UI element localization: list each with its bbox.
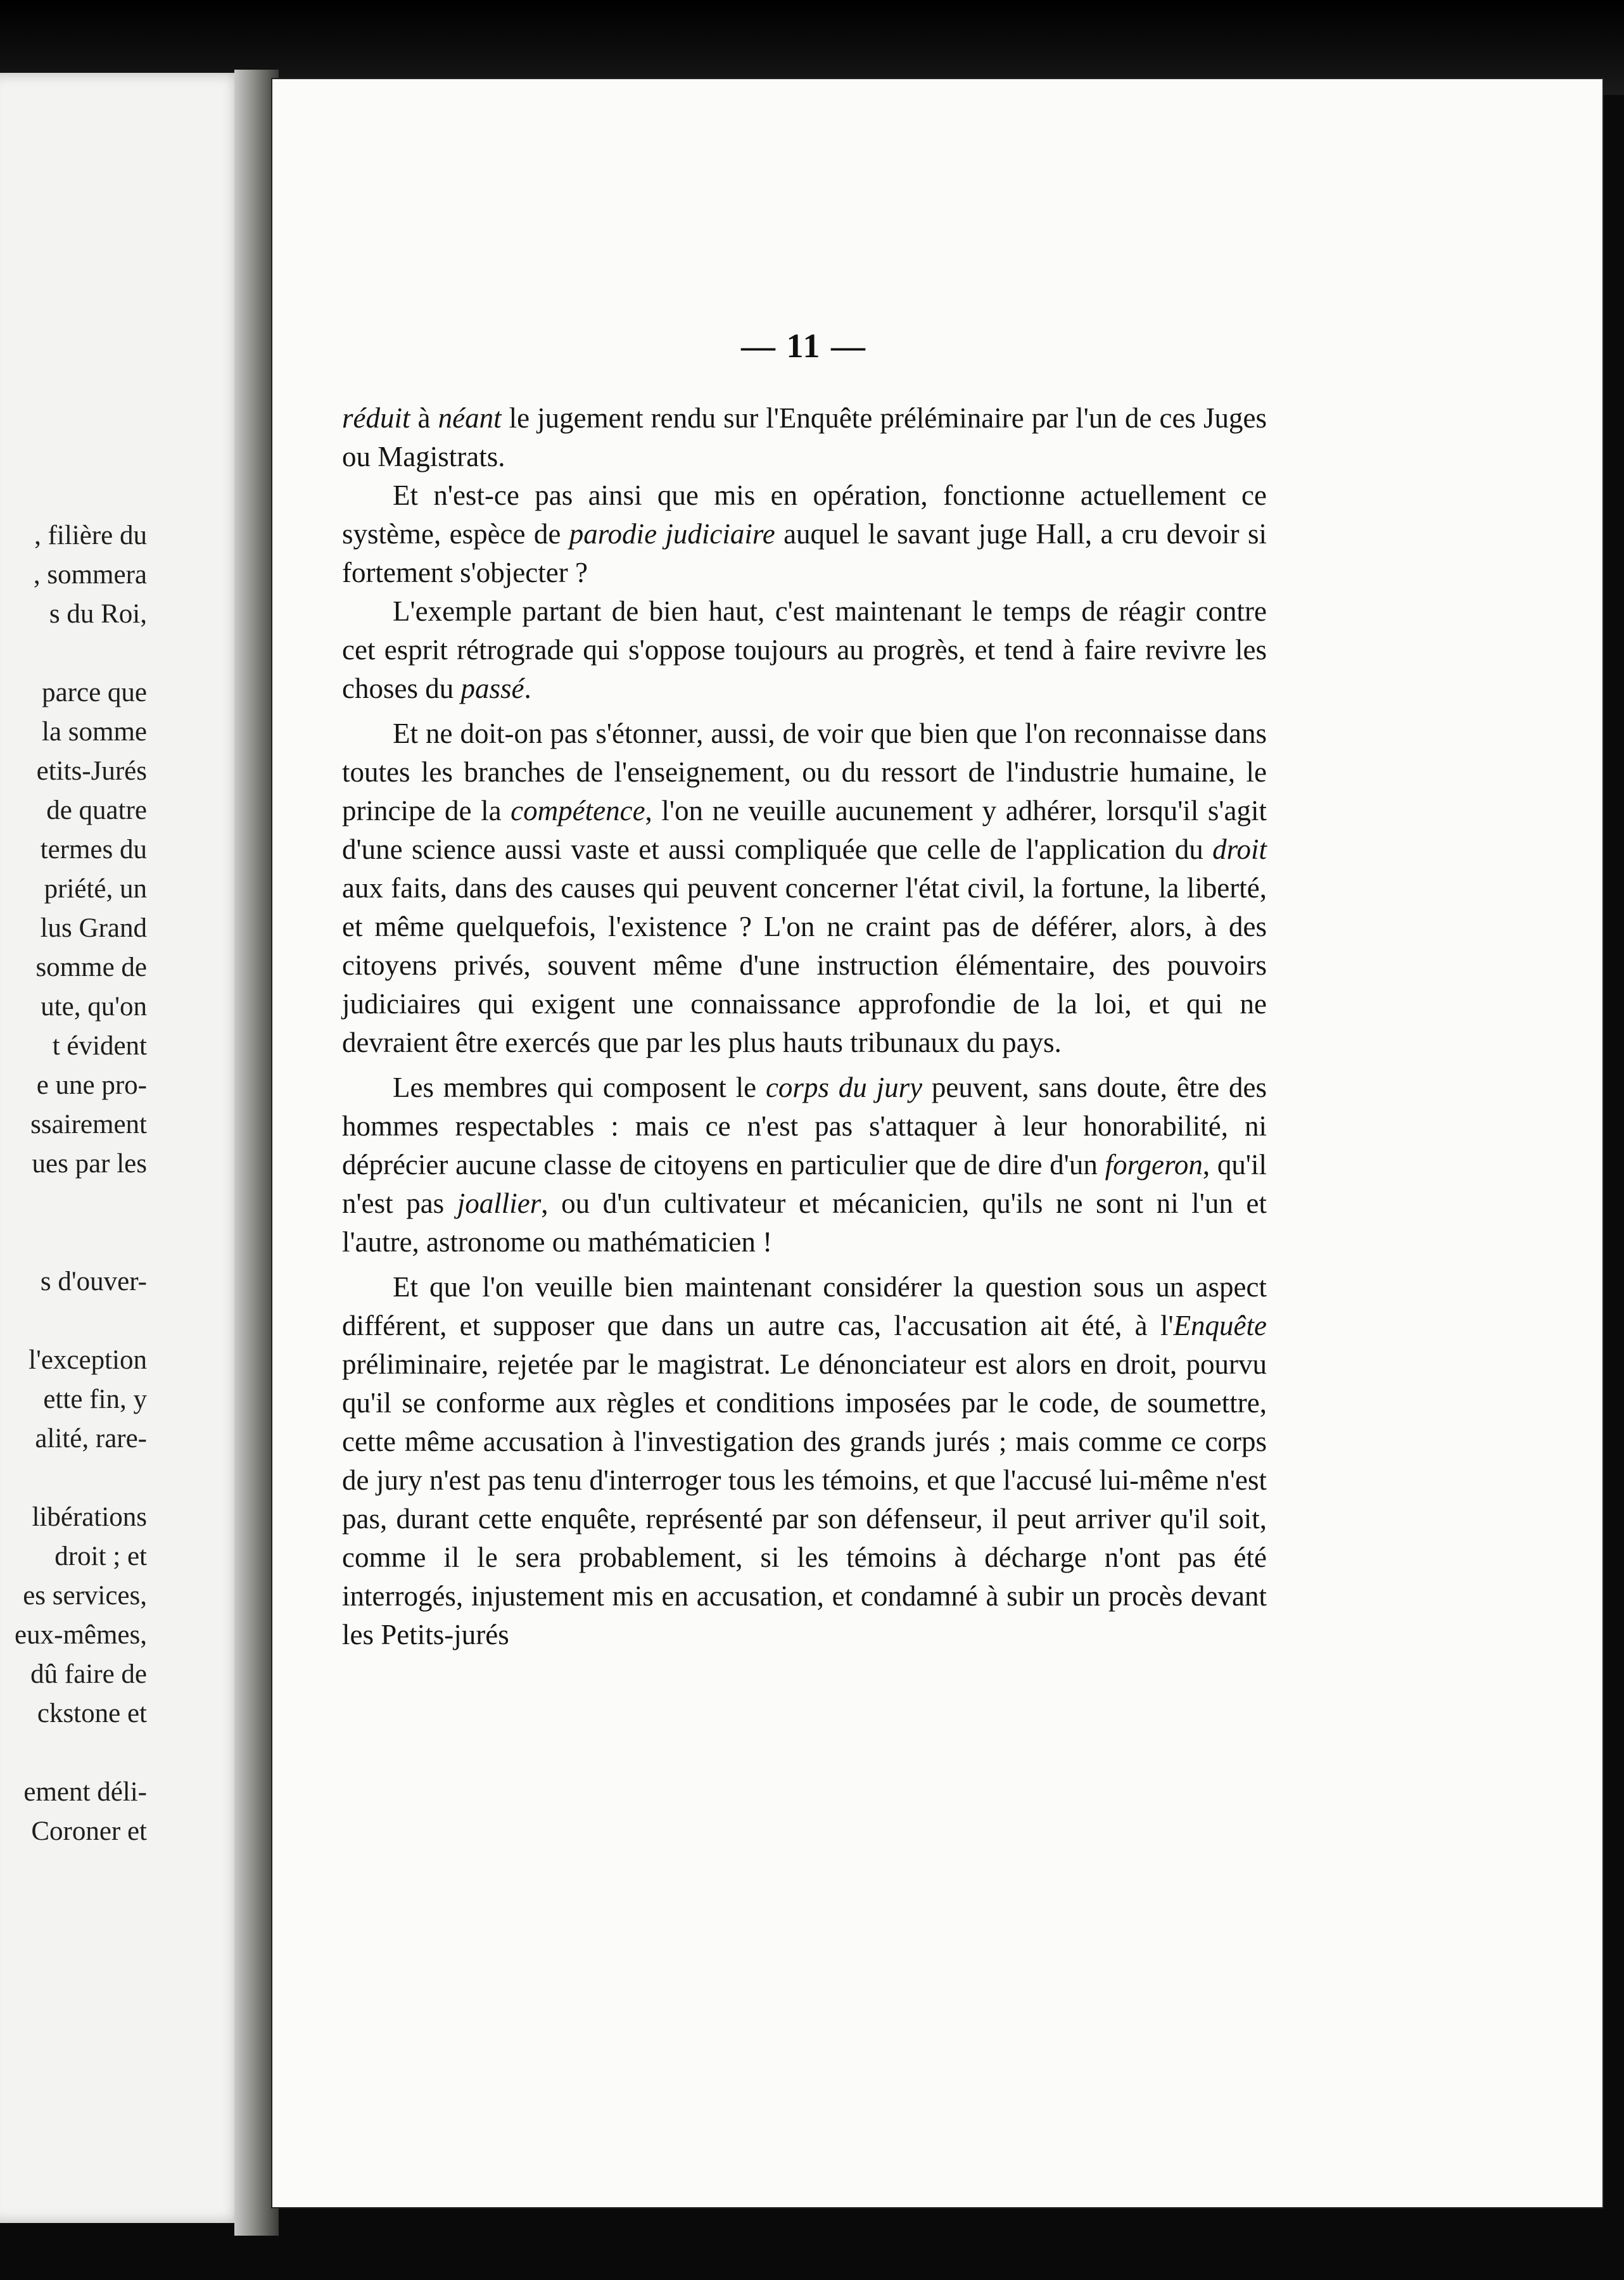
facing-page-line: lus Grand	[40, 913, 147, 943]
facing-page-line	[0, 1223, 147, 1262]
facing-page-line: es services,	[23, 1581, 147, 1611]
facing-page-left	[0, 73, 247, 2223]
facing-page-line: ute, qu'on	[41, 992, 147, 1022]
paragraph-4	[342, 714, 1267, 1062]
facing-page-line: de quatre	[46, 795, 147, 825]
italic-forgeron: forgeron	[1105, 1149, 1203, 1181]
italic-droit: droit	[1212, 833, 1267, 865]
facing-page-line: somme de	[35, 953, 147, 982]
text: Et n'est-ce pas ainsi que mis en opération, fonctionne actuellement ce système, espèce de	[342, 479, 1267, 550]
text: Les membres qui composent le	[393, 1072, 766, 1103]
text: Et ne doit-on pas s'étonner, aussi, de voir que bien que l'on reconnaisse dans toutes les branches de l'enseignement, ou du ressort de l'industrie humaine, le principe de la	[342, 718, 1267, 826]
paragraph-3	[342, 592, 1267, 708]
page-number: — 11 —	[741, 327, 867, 365]
facing-page-line: termes du	[40, 835, 147, 864]
text: , ou d'un cultivateur et mécanicien, qu'ils ne sont ni l'un et l'autre, astronome ou mathématicien !	[342, 1188, 1267, 1258]
facing-page-line: , filière du	[34, 521, 147, 550]
facing-page-line: parce que	[42, 678, 147, 707]
text: aux faits, dans des causes qui peuvent concerner l'état civil, la fortune, la liberté, et même quelquefois, l'existence ? L'on ne craint pas de déférer, alors, à des citoyens privés, souvent même d'une instruction élémentaire, des pouvoirs judiciaires qui exigent une connaissance approfondie de la loi, et qui ne devraient être exercés que par les plus hauts tribunaux du pays.	[342, 872, 1267, 1058]
facing-page-line: Coroner et	[31, 1816, 147, 1846]
text: L'exemple partant de bien haut, c'est maintenant le temps de réagir contre cet esprit rétrograde qui s'oppose toujours au progrès, et tend à faire revivre les choses du	[342, 595, 1267, 704]
italic-corps-du-jury: corps du jury	[765, 1072, 923, 1103]
facing-page-line	[0, 1302, 147, 1341]
text: .	[524, 673, 531, 704]
facing-page-line: droit ; et	[54, 1542, 147, 1571]
facing-page-line: ues par les	[32, 1149, 147, 1179]
italic-enquete: Enquête	[1173, 1310, 1267, 1341]
text: auquel le savant juge Hall, a cru devoir si fortement s'objecter ?	[342, 518, 1267, 588]
facing-page-line: ette fin, y	[43, 1384, 147, 1414]
facing-page-line: eux-mêmes,	[15, 1620, 147, 1650]
facing-page-line: libérations	[32, 1502, 147, 1532]
italic-passe: passé	[460, 673, 524, 704]
text: , l'on ne veuille aucunement y adhérer, lorsqu'il s'agit d'une science aussi vaste et aussi compliquée que celle de l'application du	[342, 795, 1267, 865]
text: Et que l'on veuille bien maintenant considérer la question sous un aspect différent, et supposer que dans un autre cas, l'accusation ait été, à l'	[342, 1271, 1267, 1341]
italic-parodie: parodie judiciaire	[569, 518, 775, 550]
text: préliminaire, rejetée par le magistrat. Le dénonciateur est alors en droit, pourvu qu'il se conforme aux règles et conditions imposées par le code, de soumettre, cette même accusation à l'investigation des grands jurés ; mais comme ce corps de jury n'est pas tenu d'interroger tous les témoins, et que l'accusé lui-même n'est pas, durant cette enquête, représenté par son défenseur, il peut arriver qu'il soit, comme il le sera probablement, si les témoins à décharge n'ont pas été interrogés, injustement mis en accusation, et condamné à subir un procès devant les Petits-jurés	[342, 1348, 1267, 1650]
facing-page-line	[0, 1733, 147, 1773]
facing-page-line: la somme	[42, 717, 147, 747]
text: peuvent, sans doute, être des hommes respectables : mais ce n'est pas s'attaquer à leur honorabilité, ni déprécier aucune classe de citoyens en particulier que de dire d'un	[342, 1072, 1267, 1181]
facing-page-line: ement déli-	[23, 1777, 147, 1807]
text: , qu'il n'est pas	[342, 1149, 1267, 1219]
facing-page-line: s du Roi,	[49, 599, 147, 629]
page-body	[342, 399, 1267, 1654]
facing-page-line: alité, rare-	[35, 1424, 147, 1454]
facing-page-line	[0, 634, 147, 673]
facing-page-line: etits-Jurés	[36, 756, 147, 786]
facing-page-line	[0, 1184, 147, 1223]
text: le jugement rendu sur l'Enquête préléminaire par l'un de ces Juges ou Magistrats.	[342, 402, 1267, 472]
facing-page-line: , sommera	[33, 560, 147, 590]
italic-competence: compétence	[511, 795, 645, 826]
facing-page-line: s d'ouver-	[40, 1267, 147, 1296]
paragraph-5	[342, 1068, 1267, 1262]
facing-page-line: e une pro-	[36, 1070, 147, 1100]
italic-joallier: joallier	[457, 1188, 542, 1219]
facing-page-line: priété, un	[44, 874, 147, 904]
paragraph-1	[342, 399, 1267, 476]
facing-page-text	[0, 516, 147, 1851]
italic-reduit: réduit	[342, 402, 410, 434]
facing-page-line: dû faire de	[30, 1659, 147, 1689]
facing-page-line: l'exception	[29, 1345, 147, 1375]
italic-neant: néant	[438, 402, 502, 434]
facing-page-line: ssairement	[30, 1110, 147, 1139]
paragraph-2	[342, 476, 1267, 592]
facing-page-line: ckstone et	[37, 1699, 147, 1728]
facing-page-line	[0, 1459, 147, 1498]
text: à	[410, 402, 438, 434]
facing-page-line: t évident	[52, 1031, 147, 1061]
paragraph-6	[342, 1268, 1267, 1654]
